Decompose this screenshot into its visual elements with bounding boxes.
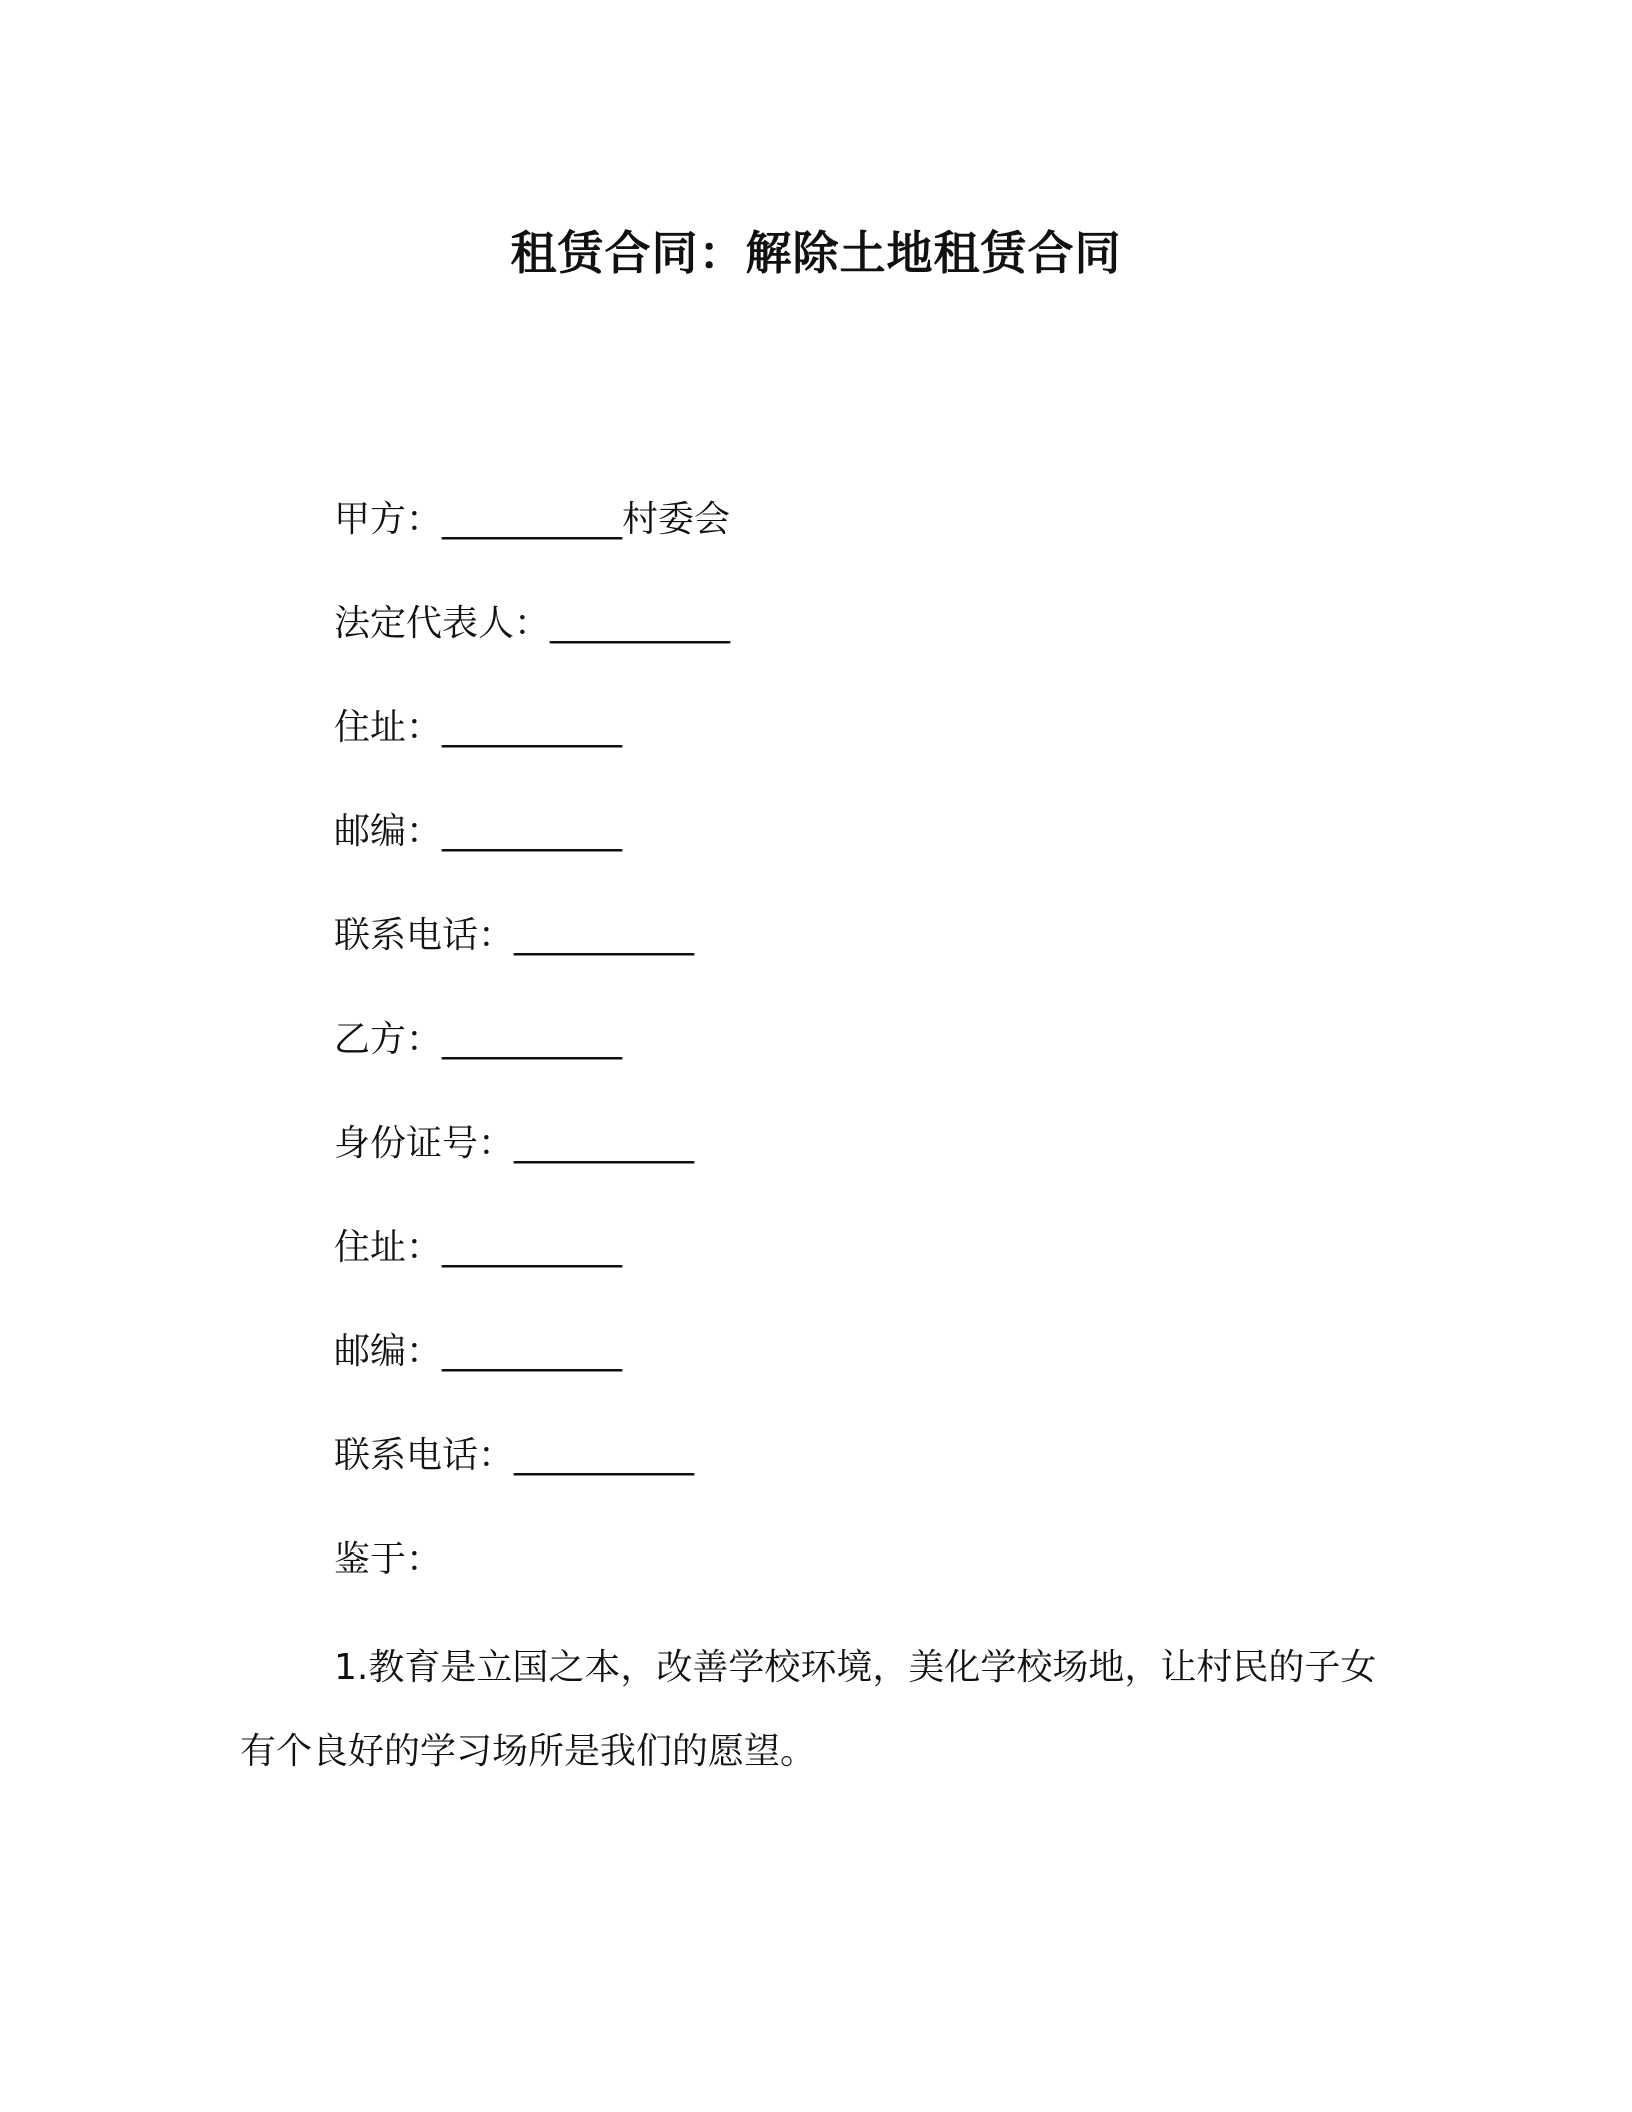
whereas-heading: 鉴于： bbox=[334, 1539, 443, 1580]
party-a-field: 甲方：__________村委会 bbox=[334, 499, 731, 540]
party-a-address-field: 住址：__________ bbox=[334, 707, 623, 748]
legal-representative-field: 法定代表人：__________ bbox=[334, 603, 731, 644]
party-a-postcode-field: 邮编：__________ bbox=[334, 811, 623, 852]
party-b-postcode-field: 邮编：__________ bbox=[334, 1331, 623, 1372]
party-b-field: 乙方：__________ bbox=[334, 1019, 623, 1060]
id-number-field: 身份证号：__________ bbox=[334, 1123, 695, 1164]
party-a-phone-field: 联系电话：__________ bbox=[334, 915, 695, 956]
party-b-phone-field: 联系电话：__________ bbox=[334, 1435, 695, 1476]
party-info-list bbox=[334, 490, 730, 1634]
document-title: 租赁合同：解除土地租赁合同 bbox=[510, 226, 1122, 280]
clause-paragraph: 1.教育是立国之本，改善学校环境，美化学校场地，让村民的子女有个良好的学习场所是我们的愿望。 bbox=[240, 1647, 1377, 1772]
party-b-address-field: 住址：__________ bbox=[334, 1227, 623, 1268]
